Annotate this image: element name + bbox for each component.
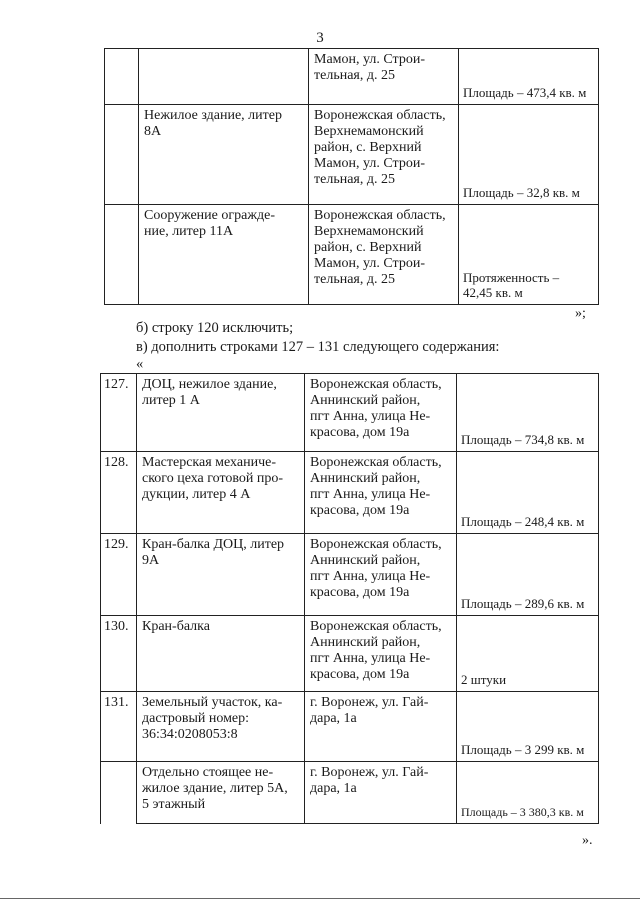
amendment-b: б) строку 120 исключить; xyxy=(136,320,294,336)
value-cell xyxy=(457,534,599,616)
address-cell xyxy=(309,205,459,305)
object-name: Сооружение огражде- ние, литер 11А xyxy=(144,208,275,240)
objects-table-continued xyxy=(104,48,599,305)
object-address: Мамон, ул. Строи- тельная, д. 25 xyxy=(314,52,425,84)
object-value: Площадь – 3 299 кв. м xyxy=(461,742,585,758)
value-cell xyxy=(457,452,599,534)
object-value: Площадь – 32,8 кв. м xyxy=(463,185,580,201)
row-number-cell xyxy=(101,692,137,762)
address-cell xyxy=(309,49,459,105)
object-address: г. Воронеж, ул. Гай- дара, 1а xyxy=(310,765,429,797)
object-name: ДОЦ, нежилое здание, литер 1 А xyxy=(142,377,277,409)
address-cell xyxy=(305,692,457,762)
value-cell xyxy=(457,616,599,692)
object-name: Кран-балка ДОЦ, литер 9А xyxy=(142,537,285,569)
table-row xyxy=(101,452,599,534)
row-number-cell xyxy=(105,105,139,205)
object-value: Площадь – 248,4 кв. м xyxy=(461,514,585,530)
object-name-cell xyxy=(137,616,305,692)
object-name: Земельный участок, ка- дастровый номер: 36:34:0208053:8 xyxy=(142,695,283,743)
row-number: 130. xyxy=(104,619,129,634)
object-value: Площадь – 734,8 кв. м xyxy=(461,432,585,448)
row-number-cell xyxy=(101,534,137,616)
object-address: Воронежская область, Верхнемамонский район, с. Верхний Мамон, ул. Строи- тельная, д. 25 xyxy=(314,208,446,288)
object-value: Площадь – 3 380,3 кв. м xyxy=(461,805,584,820)
object-address: Воронежская область, Аннинский район, пгт Анна, улица Не- красова, дом 19а xyxy=(310,455,442,519)
object-name: Мастерская механиче- ского цеха готовой про- дукции, литер 4 А xyxy=(142,455,284,503)
table-row xyxy=(101,374,599,452)
address-cell xyxy=(305,762,457,824)
object-address: Воронежская область, Верхнемамонский район, с. Верхний Мамон, ул. Строи- тельная, д. 25 xyxy=(314,108,446,188)
address-cell xyxy=(305,374,457,452)
page-number: 3 xyxy=(316,30,324,46)
row-number: 131. xyxy=(104,695,129,710)
table-row xyxy=(101,534,599,616)
row-number: 127. xyxy=(104,377,129,392)
row-number: 128. xyxy=(104,455,129,470)
object-address: г. Воронеж, ул. Гай- дара, 1а xyxy=(310,695,429,727)
value-cell xyxy=(459,205,599,305)
object-name-cell xyxy=(137,762,305,824)
object-value: Протяженность – 42,45 кв. м xyxy=(463,270,560,301)
table-row xyxy=(105,205,599,305)
object-value: Площадь – 473,4 кв. м xyxy=(463,85,587,101)
closing-quote-1: »; xyxy=(575,306,586,321)
object-value: Площадь – 289,6 кв. м xyxy=(461,596,585,612)
value-cell xyxy=(457,374,599,452)
object-name-cell xyxy=(139,105,309,205)
row-number-cell xyxy=(101,616,137,692)
row-number-cell xyxy=(101,374,137,452)
object-address: Воронежская область, Аннинский район, пгт Анна, улица Не- красова, дом 19а xyxy=(310,377,442,441)
page-bottom-rule xyxy=(0,898,640,899)
object-name: Нежилое здание, литер 8А xyxy=(144,108,282,140)
opening-quote: « xyxy=(136,356,144,372)
object-name: Отдельно стоящее не- жилое здание, литер 5А, 5 этажный xyxy=(142,765,288,813)
table-row xyxy=(105,49,599,105)
object-name-cell xyxy=(137,452,305,534)
value-cell xyxy=(459,105,599,205)
address-cell xyxy=(305,616,457,692)
object-name-cell xyxy=(137,374,305,452)
address-cell xyxy=(305,452,457,534)
objects-table-additions xyxy=(100,373,599,824)
object-name-cell xyxy=(139,205,309,305)
row-number-cell xyxy=(101,452,137,534)
address-cell xyxy=(309,105,459,205)
amendment-v: в) дополнить строками 127 – 131 следующего содержания: xyxy=(136,339,500,355)
object-name-cell xyxy=(139,49,309,105)
address-cell xyxy=(305,534,457,616)
object-name-cell xyxy=(137,692,305,762)
closing-quote-2: ». xyxy=(582,833,593,848)
value-cell xyxy=(457,762,599,824)
row-number-cell xyxy=(105,49,139,105)
table-row xyxy=(105,105,599,205)
object-name-cell xyxy=(137,534,305,616)
object-value: 2 штуки xyxy=(461,672,507,688)
row-number-cell xyxy=(105,205,139,305)
value-cell xyxy=(457,692,599,762)
object-address: Воронежская область, Аннинский район, пгт Анна, улица Не- красова, дом 19а xyxy=(310,537,442,601)
row-number-cell xyxy=(101,762,137,824)
table-row xyxy=(101,616,599,692)
table-row xyxy=(101,762,599,824)
row-number: 129. xyxy=(104,537,129,552)
table-row xyxy=(101,692,599,762)
object-address: Воронежская область, Аннинский район, пгт Анна, улица Не- красова, дом 19а xyxy=(310,619,442,683)
value-cell xyxy=(459,49,599,105)
object-name: Кран-балка xyxy=(142,619,210,634)
